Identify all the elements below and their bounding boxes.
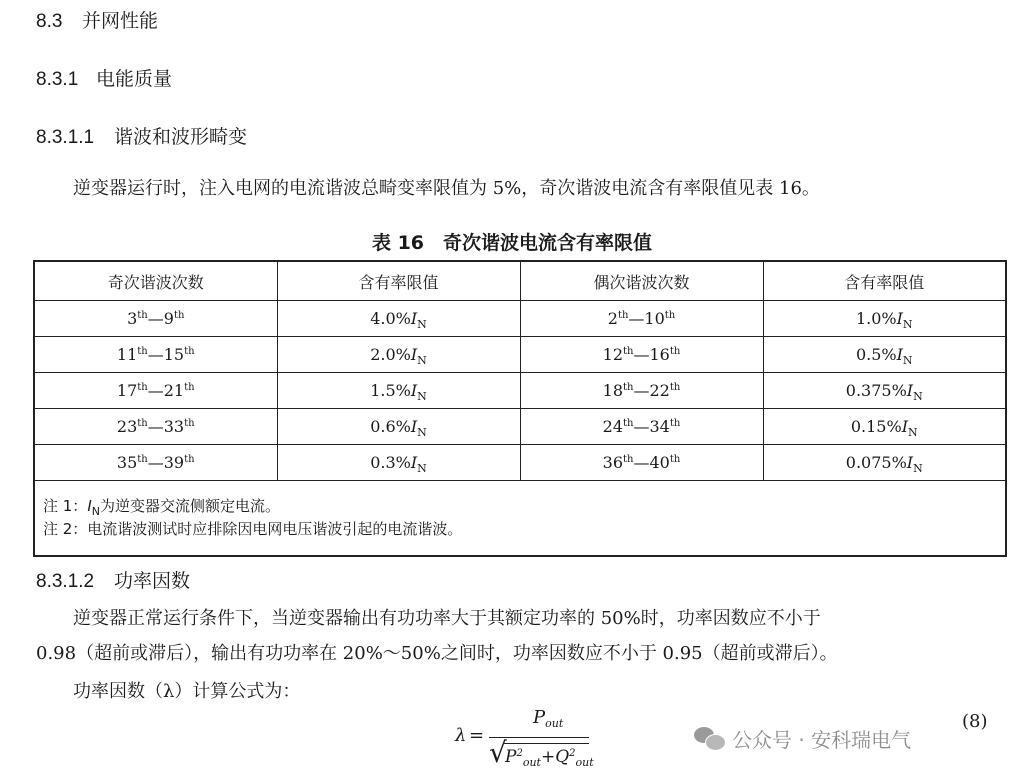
odd-limit-cell: $2.0\%I_N$ bbox=[277, 337, 520, 373]
table-row bbox=[34, 373, 1006, 409]
q-subscript: out bbox=[575, 756, 594, 769]
note-2: 注 2：电流谐波测试时应排除因电网电压谐波引起的电流谐波。 bbox=[43, 520, 463, 538]
odd-order-cell: 3th—9th bbox=[34, 301, 277, 337]
formula-numerator bbox=[533, 707, 563, 728]
note-1-text: 为逆变器交流侧额定电流。 bbox=[99, 497, 280, 515]
sqrt-bar bbox=[503, 743, 589, 744]
table-caption: 表 16 奇次谐波电流含有率限值 bbox=[371, 232, 653, 254]
table-header-row bbox=[34, 261, 1006, 301]
watermark bbox=[694, 724, 911, 753]
section-number: 8.3.1 bbox=[36, 69, 79, 90]
even-order-cell: 2th—10th bbox=[520, 301, 763, 337]
current-symbol: I bbox=[87, 497, 92, 515]
power-factor-paragraph-line2: 0.98（超前或滞后），输出有功功率在 20%～50%之间时，功率因数应不小于 0.95（超前或滞后）。 bbox=[36, 643, 838, 664]
plus-sign: + bbox=[540, 747, 556, 767]
table-row bbox=[34, 301, 1006, 337]
odd-order-cell: 11th—15th bbox=[34, 337, 277, 373]
note-1-label: 注 1： bbox=[43, 497, 88, 515]
table-row bbox=[34, 337, 1006, 373]
table-row bbox=[34, 409, 1006, 445]
formula-denominator bbox=[505, 747, 594, 767]
table-notes bbox=[34, 481, 1006, 557]
header-even-order: 偶次谐波次数 bbox=[520, 261, 763, 301]
sqrt-icon: √ bbox=[489, 736, 507, 769]
numerator-symbol: P bbox=[533, 707, 546, 728]
p-symbol: P bbox=[505, 747, 517, 767]
header-odd-order: 奇次谐波次数 bbox=[34, 261, 277, 301]
p-subscript: out bbox=[522, 756, 541, 769]
section-8-3-1-2-heading bbox=[36, 566, 190, 593]
section-8-3-1-heading bbox=[36, 64, 172, 91]
even-limit-cell: $0.075\%I_N$ bbox=[763, 445, 1006, 481]
odd-limit-cell: $1.5\%I_N$ bbox=[277, 373, 520, 409]
equation-number: (8) bbox=[962, 711, 988, 732]
table-body bbox=[34, 301, 1006, 481]
even-order-cell: 12th—16th bbox=[520, 337, 763, 373]
power-factor-formula bbox=[455, 705, 595, 775]
section-8-3-heading bbox=[36, 6, 158, 33]
even-order-cell: 18th—22th bbox=[520, 373, 763, 409]
header-even-limit: 含有率限值 bbox=[763, 261, 1006, 301]
odd-order-cell: 17th—21th bbox=[34, 373, 277, 409]
header-odd-limit: 含有率限值 bbox=[277, 261, 520, 301]
odd-order-cell: 23th—33th bbox=[34, 409, 277, 445]
even-limit-cell: $0.375\%I_N$ bbox=[763, 373, 1006, 409]
formula-lambda: λ bbox=[455, 725, 467, 746]
even-limit-cell: $1.0\%I_N$ bbox=[763, 301, 1006, 337]
odd-order-cell: 35th—39th bbox=[34, 445, 277, 481]
watermark-text: 公众号 · 安科瑞电气 bbox=[732, 728, 912, 752]
current-subscript: N bbox=[91, 505, 100, 518]
section-number: 8.3.1.1 bbox=[36, 127, 95, 148]
harmonic-paragraph: 逆变器运行时，注入电网的电流谐波总畸变率限值为 5%，奇次谐波电流含有率限值见表 16。 bbox=[73, 178, 820, 199]
even-limit-cell: $0.15\%I_N$ bbox=[763, 409, 1006, 445]
notes-row bbox=[34, 481, 1006, 557]
q-symbol: Q bbox=[555, 747, 570, 767]
even-limit-cell: $0.5\%I_N$ bbox=[763, 337, 1006, 373]
note-1 bbox=[43, 495, 997, 518]
section-title: 谐波和波形畸变 bbox=[114, 126, 248, 148]
numerator-subscript: out bbox=[545, 717, 564, 730]
odd-limit-cell: $0.6\%I_N$ bbox=[277, 409, 520, 445]
section-number: 8.3 bbox=[36, 11, 63, 32]
formula-equals: = bbox=[469, 725, 485, 746]
section-number: 8.3.1.2 bbox=[36, 571, 95, 592]
harmonic-limits-table bbox=[33, 260, 1007, 557]
q-power: 2 bbox=[569, 748, 576, 759]
table-row bbox=[34, 445, 1006, 481]
even-order-cell: 36th—40th bbox=[520, 445, 763, 481]
power-factor-paragraph-line1: 逆变器正常运行条件下，当逆变器输出有功功率大于其额定功率的 50%时，功率因数应不小于 bbox=[73, 608, 821, 629]
wechat-icon bbox=[694, 727, 724, 751]
formula-intro: 功率因数（λ）计算公式为： bbox=[73, 681, 301, 702]
odd-limit-cell: $4.0\%I_N$ bbox=[277, 301, 520, 337]
section-8-3-1-1-heading bbox=[36, 122, 247, 149]
p-power: 2 bbox=[516, 748, 523, 759]
odd-limit-cell: $0.3\%I_N$ bbox=[277, 445, 520, 481]
even-order-cell: 24th—34th bbox=[520, 409, 763, 445]
section-title: 功率因数 bbox=[114, 570, 191, 592]
section-title: 电能质量 bbox=[96, 68, 173, 90]
section-title: 并网性能 bbox=[82, 10, 159, 32]
